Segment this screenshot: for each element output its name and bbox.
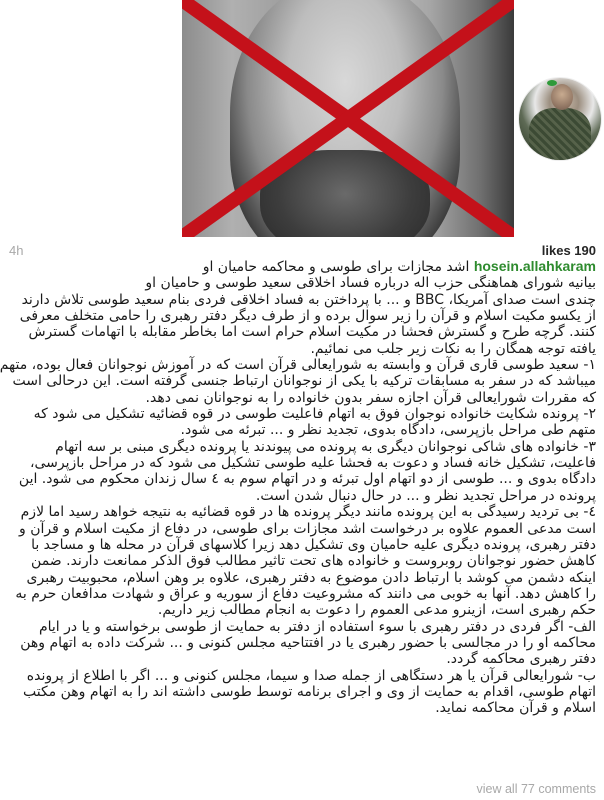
caption-line: چندی است صدای آمریکا، BBC و ... با پرداختن به فساد اخلاقی فردی بنام سعید طوسی تلاش دارند [21, 291, 596, 308]
caption-line: محاکمه او را در مجالسی با حضور رهبری یا در افتتاحیه مجلس کنونی و ... شرکت داده به اتهام وهن [20, 634, 596, 651]
caption-line: بیانیه شورای هماهنگی حزب اله درباره فساد اخلاقی سعید طوسی و حامیان او [145, 275, 596, 292]
post-image[interactable] [182, 0, 514, 237]
caption-line: از یکسو مکیت اسلام و قرآن را زیر سوال برده و از طرف دیگر دفتر رهبری را حامی متخلف معرفی [19, 308, 596, 325]
caption-title-line [8, 258, 596, 275]
caption-line: ۱- سعید طوسی قاری قرآن و وابسته به شورایعالی قرآن است که در آموزش نوجوانان فعال بوده، متهم [0, 357, 596, 374]
user-avatar[interactable] [519, 78, 601, 160]
caption-line: کنند. گرچه طرح و گسترش فحشا در مکیت اسلام حرام است اما بخاطر مقابله با اتهامات گسترش [28, 324, 596, 341]
caption-line: پرونده در مراحل تجدید نظر و ... در حال دنبال شدن است. [255, 487, 596, 504]
caption-line: است مدعی العموم علاوه بر درخواست اشد مجازات برای طوسی، در دفاع از مکیت اسلام و قرآن و [19, 520, 596, 537]
caption-line: که مقررات شورایعالی قرآن اجازه سفر بدون خانواده را به نوجوانان نمی دهد. [145, 389, 596, 406]
caption-line: ۲- پرونده شکایت خانواده نوجوان فوق به اتهام فاعلیت طوسی در قوه قضائیه تشکیل می شود که [33, 406, 596, 423]
caption-line: اینکه دشمن می کوشد با ارتباط دادن موضوع به دفتر رهبری، علاوه بر وهن اسلام، محبوبیت رهبری [26, 569, 596, 586]
red-cross-icon [182, 0, 514, 237]
likes-count[interactable]: likes 190 [541, 243, 596, 258]
caption-line: اتهام طوسی، اقدام به حمایت از وی و اجرای برنامه توسط طوسی داشته اند را به اتهام وهن مکتب [22, 683, 596, 700]
avatar-head [551, 84, 573, 110]
caption-line: فاعلیت، تشکیل خانه فساد و دعوت به فحشا علیه طوسی تشکیل می شود که در مراحل بازپرسی، [29, 455, 596, 472]
caption-line: ٤- بی تردید رسیدگی به این پرونده مانند دیگر پرونده ها در قوه قضائیه به نتیجه خواهد رسید اما لازم [20, 504, 596, 521]
view-all-comments-link[interactable]: view all 77 comments [476, 782, 596, 796]
caption-line: یافته توجه همگان را به نکات زیر جلب می نمائیم. [310, 340, 596, 357]
caption-line: را کاهش دهد. آنها به خوبی می دانند که مشروعیت دفاع از سوریه و عراق و شهادت مدافعان حرم به [15, 585, 596, 602]
caption-line: دفتر رهبری، پرونده دیگری علیه حامیان وی تشکیل دهد زیرا کلاسهای قرآن در محله ها و مساجد با [31, 536, 596, 553]
caption-line: دفتر رهبری محاکمه گردد. [446, 651, 596, 668]
post-time: 4h [9, 243, 24, 258]
caption-title: اشد مجازات برای طوسی و محاکمه حامیان او [202, 259, 470, 275]
username-link[interactable]: hosein.allahkaram [473, 258, 596, 274]
caption-line: ۳- خانواده های شاکی نوجوانان دیگری به پرونده می پیوندند یا پرونده دیگری مبنی بر سه اتهام [55, 438, 596, 455]
caption-line: متهم طی مراحل بازپرسی، دادگاه بدوی، تجدید نظر و ... تبرئه می شود. [180, 422, 596, 439]
avatar-leaf [547, 80, 557, 86]
caption-line: میباشد که در سفر به مسابقات ترکیه با یکی از نوجوانان ارتباط جنسی گرفته است. این درحالی است [12, 373, 596, 390]
caption-line: ب- شورایعالی قرآن یا هر دستگاهی از جمله صدا و سیما، مجلس کنونی و ... اگر با اطلاع از پرونده [26, 667, 596, 684]
caption-line: دادگاه بدوی و ... طوسی از دو اتهام اول تبرئه و در اتهام سوم به ٤ سال زندان محکوم می شود. این [18, 471, 596, 488]
post-caption [0, 258, 596, 717]
caption-line: کاهش حضور نوجوانان روبروست و خانواده های تحت تاثیر مطالب فوق الذکر ممانعت دارند. ضمن [31, 553, 596, 570]
caption-line: الف- اگر فردی در دفتر رهبری با سوء استفاده از دفتر به حمایت از طوسی برخواسته و یا در ایام [38, 618, 596, 635]
avatar-scarf [529, 108, 591, 160]
caption-line: حکم رهبری است، ازینرو مدعی العموم را دعوت به انجام مطالب زیر داریم. [157, 602, 596, 619]
caption-line: اسلام و قرآن محاکمه نماید. [435, 700, 596, 717]
